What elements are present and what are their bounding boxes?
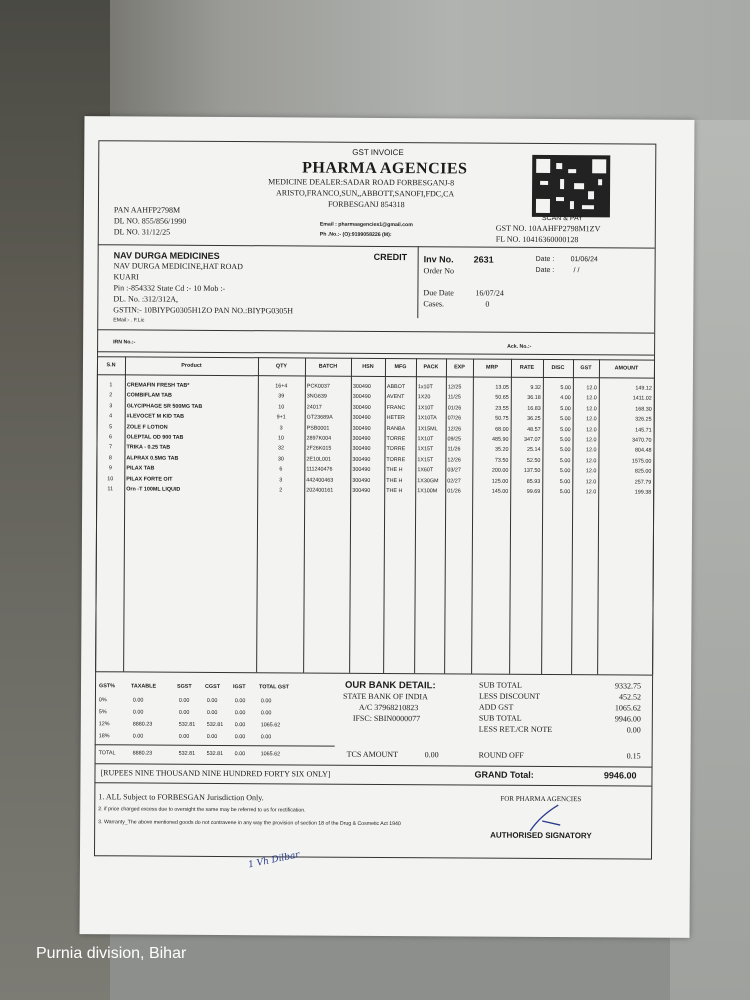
- table-cell: THE H: [386, 477, 403, 484]
- gst-no: GST NO. 10AAHFP2798M1ZV: [495, 223, 601, 234]
- add-gst-label: ADD GST: [478, 702, 514, 712]
- table-header-exp: EXP: [454, 364, 465, 371]
- irn-label: IRN No.:-: [113, 339, 136, 346]
- table-header-hsn: HSN: [362, 363, 374, 370]
- table-cell: ALPRAX 0.5MG TAB: [126, 455, 179, 462]
- table-cell: 300490: [352, 394, 371, 401]
- table-cell: 2897K004: [306, 435, 332, 442]
- gst-cell: 1065.62: [260, 722, 281, 729]
- gst-cell: 0.00: [132, 709, 144, 716]
- round-off-label: ROUND OFF: [478, 750, 524, 760]
- table-cell: 36.18: [527, 395, 541, 402]
- table-cell: 7: [108, 444, 112, 451]
- table-cell: 1X10TA: [417, 415, 437, 422]
- table-cell: 149.12: [635, 385, 652, 392]
- table-cell: 35.20: [494, 447, 509, 454]
- table-cell: 2E10L001: [306, 456, 332, 463]
- credit-label: CREDIT: [373, 251, 408, 263]
- gst-header: TOTAL GST: [259, 684, 289, 691]
- table-cell: 10: [107, 475, 114, 482]
- invoice-no: 2631: [473, 254, 494, 265]
- table-cell: 5.00: [560, 426, 571, 433]
- table-cell: 168.30: [635, 406, 652, 413]
- authorised-signatory: AUTHORISED SIGNATORY: [490, 830, 592, 841]
- table-cell: 9.32: [530, 384, 541, 391]
- table-cell: 02/27: [447, 477, 461, 485]
- less-discount-label: LESS DISCOUNT: [478, 691, 541, 701]
- table-cell: 6: [279, 466, 283, 473]
- customer-gstin: GSTIN:- 10BIYPG0305H1ZO PAN NO.:BIYPG0305H: [113, 305, 294, 316]
- location-watermark: Purnia division, Bihar: [36, 945, 187, 962]
- table-cell: 825.00: [634, 468, 652, 475]
- table-cell: 1X30GM: [417, 477, 439, 484]
- table-cell: HETER: [386, 415, 405, 422]
- for-company: FOR PHARMA AGENCIES: [500, 794, 582, 804]
- company-phone: Ph .No.:- (O):9199058226 (M):: [319, 231, 392, 239]
- gst-cell: 0.00: [178, 697, 190, 704]
- gst-cell: 0.00: [178, 733, 190, 740]
- gst-header: TAXABLE: [131, 683, 157, 690]
- table-cell: GT23689A: [306, 414, 333, 421]
- table-cell: 4.00: [560, 395, 571, 402]
- table-cell: 12.0: [585, 478, 597, 485]
- table-cell: 1X100M: [417, 488, 438, 495]
- bank-ifsc: IFSC: SBIN0000077: [352, 713, 421, 724]
- city-line: FORBESGANJ 854318: [327, 199, 405, 210]
- table-cell: 25.14: [526, 447, 541, 454]
- customer-address-1: NAV DURGA MEDICINE,HAT ROAD: [113, 261, 243, 272]
- table-cell: 50.75: [495, 415, 509, 422]
- table-cell: PSB0001: [306, 425, 330, 432]
- table-cell: 5.00: [560, 405, 571, 412]
- table-cell: 1X10T: [417, 436, 434, 443]
- table-cell: 16.83: [527, 405, 541, 412]
- due-date-label: Due Date: [423, 288, 454, 298]
- table-cell: 10: [278, 435, 285, 442]
- table-cell: 2F26K015: [306, 445, 332, 453]
- table-cell: TRIKA - 0.25 TAB: [126, 444, 171, 452]
- table-cell: 202400161: [306, 487, 334, 494]
- invoice-no-label: Inv No.: [423, 254, 454, 265]
- gst-cell: 0.00: [260, 734, 272, 741]
- table-cell: 32: [277, 445, 284, 452]
- table-cell: 12/26: [447, 425, 462, 433]
- table-cell: 5.00: [559, 489, 571, 496]
- table-cell: AVENT: [386, 394, 405, 401]
- customer-pin: Pin :-854332 State Cd :- 10 Mob :-: [113, 283, 226, 294]
- table-cell: 12.0: [586, 395, 597, 402]
- terms-line-1: 1. ALL Subject to FORBESGAN Jurisdiction Only.: [98, 792, 264, 803]
- gst-cell: 0.00: [206, 733, 218, 740]
- table-cell: 24017: [306, 404, 322, 411]
- table-cell: 3: [109, 403, 113, 410]
- table-cell: 99.69: [526, 488, 541, 495]
- table-cell: TORRE: [386, 435, 406, 443]
- table-cell: 5.00: [560, 416, 571, 423]
- dealer-line: MEDICINE DEALER:SADAR ROAD FORBESGANJ-8: [268, 177, 455, 188]
- sub-total2: 9946.00: [614, 714, 641, 724]
- table-header-sn: S.N: [106, 362, 116, 369]
- table-cell: 48.57: [527, 426, 541, 433]
- gst-cell: 0.00: [206, 709, 218, 716]
- table-cell: 442400463: [306, 477, 334, 484]
- table-cell: 300490: [352, 487, 371, 494]
- qr-code-icon: [532, 155, 610, 217]
- table-cell: TORRE: [386, 446, 406, 453]
- order-no-label: Order No: [423, 266, 455, 276]
- less-ret-label: LESS RET./CR NOTE: [478, 724, 553, 735]
- table-cell: FRANC: [386, 404, 406, 411]
- table-cell: 36.25: [527, 416, 541, 423]
- table-cell: 5.00: [560, 385, 571, 392]
- table-cell: 300490: [352, 383, 371, 390]
- table-cell: 3: [279, 424, 283, 431]
- table-cell: 85.93: [526, 478, 541, 485]
- terms-line-2: 2. if price charged excess due to oversight the same may be referred to us for rectification.: [98, 806, 306, 814]
- table-cell: 9+1: [276, 414, 286, 421]
- cases-value: 0: [485, 299, 490, 309]
- table-cell: PILAX TAB: [126, 465, 155, 472]
- table-cell: 1x10T: [417, 384, 433, 391]
- table-cell: 326.25: [635, 416, 652, 423]
- table-cell: PCK0037: [306, 383, 330, 390]
- table-header-product: Product: [181, 362, 202, 369]
- gst-cell: 532.81: [178, 721, 196, 728]
- scan-pay-label: SCAN & PAY: [541, 214, 583, 223]
- table-cell: 1X15ML: [417, 425, 438, 432]
- table-cell: CREMAFIN FRESH TAB*: [126, 382, 190, 389]
- table-cell: 6: [109, 434, 113, 441]
- company-email: Email : pharmaagencies1@gmail.com: [319, 221, 413, 229]
- table-cell: 4: [109, 413, 113, 420]
- table-cell: 11: [107, 486, 114, 493]
- table-cell: 12.0: [585, 447, 597, 454]
- gst-cell: 18%: [98, 733, 110, 740]
- date2-label: Date :: [535, 266, 555, 275]
- customer-dl: DL. No. :312/312A,: [113, 294, 179, 304]
- gst-total-cell: 532.81: [206, 750, 224, 758]
- handwritten-note: 1 Vh Dilbar: [247, 850, 301, 871]
- gst-cell: 0.00: [234, 722, 246, 729]
- sub-total-label: SUB TOTAL: [479, 680, 522, 690]
- table-cell: RANBA: [386, 425, 406, 432]
- tcs-amount: 0.00: [424, 750, 439, 760]
- less-ret: 0.00: [626, 725, 641, 735]
- table-cell: 9: [108, 465, 112, 472]
- table-cell: ZOLE F LOTION: [126, 424, 168, 431]
- grand-total-label: GRAND Total:: [474, 769, 534, 780]
- table-cell: Orn -T 100ML LIQUID: [126, 486, 181, 493]
- table-cell: 111240476: [306, 466, 333, 473]
- table-header-batch: BATCH: [318, 363, 338, 370]
- gst-cell: 5%: [98, 709, 107, 716]
- table-cell: 300490: [352, 466, 371, 474]
- table-cell: 347.07: [524, 436, 541, 443]
- table-cell: 257.79: [634, 479, 652, 486]
- terms-line-3: 3. Warranty_The above mentioned goods do not contravene in any way the provision of section 18 of the Drug & Cosmetic Act 1940: [98, 819, 401, 828]
- table-cell: THE H: [386, 467, 403, 474]
- table-cell: 1X20: [417, 394, 431, 401]
- table-cell: OLEPTAL OD 900 TAB: [126, 434, 184, 441]
- dl-no-1: DL NO. 855/856/1990: [113, 216, 187, 226]
- table-cell: 199.38: [634, 489, 652, 496]
- table-cell: 5: [109, 423, 113, 430]
- table-cell: 8: [108, 455, 112, 462]
- grand-total: 9946.00: [603, 770, 637, 781]
- gst-header: CGST: [205, 683, 221, 690]
- gst-cell: 0.00: [132, 697, 144, 704]
- invoice-date: 01/06/24: [570, 256, 598, 264]
- table-cell: 300490: [352, 404, 371, 411]
- table-header-disc: DISC: [551, 365, 565, 372]
- less-discount: 452.52: [618, 692, 641, 702]
- table-cell: 5.00: [559, 457, 571, 464]
- bank-title: OUR BANK DETAIL:: [344, 679, 436, 692]
- table-cell: COMBIFLAM TAB: [126, 392, 172, 400]
- table-cell: 1X10T: [417, 404, 434, 412]
- gst-total-cell: 532.81: [178, 750, 196, 757]
- table-cell: 12.0: [585, 458, 597, 465]
- customer-address-2: KUARI: [113, 272, 139, 282]
- due-date: 16/07/24: [475, 288, 504, 298]
- table-cell: 12/26: [447, 457, 461, 464]
- bank-ac: A/C 37968210823: [358, 702, 419, 713]
- doc-type: GST INVOICE: [352, 147, 404, 158]
- table-cell: 300490: [352, 425, 371, 432]
- table-cell: 01/26: [447, 405, 462, 412]
- table-cell: 804.48: [634, 447, 652, 455]
- table-header-mrp: MRP: [485, 364, 498, 371]
- round-off: 0.15: [626, 751, 641, 761]
- ack-label: Ack. No.:-: [507, 343, 532, 350]
- table-cell: 5.00: [559, 478, 571, 485]
- gst-cell: 0.00: [260, 698, 272, 705]
- table-cell: 12.0: [585, 468, 597, 475]
- table-cell: 300490: [352, 414, 371, 422]
- table-header-pack: PACK: [423, 364, 439, 371]
- table-cell: 30: [277, 456, 284, 463]
- table-cell: 01/26: [447, 488, 461, 495]
- table-cell: TORRE: [386, 456, 406, 463]
- table-cell: THE H: [386, 487, 403, 495]
- table-cell: 52.50: [526, 457, 541, 464]
- pan-no: PAN AAHFP2798M: [113, 205, 181, 215]
- gst-total-cell: 0.00: [234, 751, 246, 758]
- table-header-amount: AMOUNT: [614, 365, 639, 372]
- table-cell: 09/25: [447, 436, 462, 443]
- table-cell: 1X15T: [417, 446, 434, 453]
- gst-cell: 0.00: [260, 710, 272, 717]
- table-cell: 1: [109, 382, 113, 389]
- dl-no-2: DL NO. 31/12/25: [113, 227, 171, 237]
- table-cell: 1X60T: [417, 467, 434, 474]
- table-cell: 73.50: [494, 457, 509, 464]
- table-cell: ABBOT: [386, 383, 406, 391]
- table-cell: 12/25: [447, 384, 462, 391]
- sub-total2-label: SUB TOTAL: [478, 713, 522, 723]
- date2: / /: [573, 267, 580, 275]
- amount-in-words: [RUPEES NINE THOUSAND NINE HUNDRED FORTY SIX ONLY]: [100, 768, 331, 779]
- gst-cell: 8880.23: [132, 721, 153, 728]
- table-cell: 1X15T: [417, 456, 434, 464]
- table-cell: 1575.00: [631, 458, 652, 465]
- table-cell: 300490: [352, 456, 371, 463]
- table-cell: 3: [279, 476, 283, 483]
- table-cell: 200.00: [491, 467, 509, 474]
- table-cell: 300490: [352, 446, 371, 453]
- gst-total-cell: 1065.62: [260, 751, 281, 758]
- gst-header: GST%: [99, 683, 115, 690]
- gst-cell: 532.81: [206, 721, 224, 729]
- signature-mark: [520, 799, 580, 839]
- customer-name: NAV DURGA MEDICINES: [113, 250, 220, 261]
- table-cell: 145.00: [491, 488, 509, 495]
- table-header-mfg: MFG: [394, 364, 407, 371]
- gst-cell: 0.00: [234, 710, 246, 717]
- table-cell: 11/25: [447, 394, 461, 401]
- table-header-qty: QTY: [275, 363, 288, 370]
- table-cell: 12.0: [586, 437, 597, 444]
- table-cell: 3470.70: [632, 437, 652, 444]
- customer-email: EMail:- . F.Lic: [113, 317, 145, 324]
- table-cell: 39: [278, 393, 285, 400]
- table-cell: 12.0: [586, 426, 597, 433]
- table-cell: 03/27: [447, 467, 461, 474]
- fl-no: FL NO. 10416360000128: [495, 234, 579, 245]
- table-cell: 12.0: [586, 416, 597, 423]
- invoice-paper: [80, 116, 695, 938]
- table-cell: 145.71: [635, 427, 652, 434]
- sub-total: 9332.75: [615, 681, 642, 691]
- table-cell: 300490: [352, 435, 371, 442]
- table-cell: GLYCIPHAGE SR 500MG TAB: [126, 403, 203, 410]
- table-cell: 50.65: [495, 395, 509, 402]
- gst-cell: 0.00: [178, 709, 190, 716]
- table-cell: 16+4: [275, 383, 288, 390]
- add-gst: 1065.62: [614, 703, 641, 713]
- cases-label: Cases.: [423, 299, 445, 309]
- table-cell: 12.0: [586, 385, 597, 392]
- company-name: PHARMA AGENCIES: [302, 159, 468, 178]
- gst-cell: 0.00: [234, 734, 246, 741]
- table-cell: 68.00: [495, 426, 509, 433]
- gst-header: SGST: [177, 683, 192, 690]
- table-cell: 485.90: [492, 436, 509, 443]
- table-cell: 125.00: [491, 478, 509, 485]
- table-cell: 137.50: [523, 468, 541, 475]
- table-header-gst: GST: [580, 365, 592, 372]
- table-cell: 5.00: [560, 437, 571, 444]
- gst-cell: 0.00: [234, 698, 246, 705]
- bank-name: STATE BANK OF INDIA: [342, 691, 428, 702]
- gst-total-cell: 8880.23: [132, 750, 153, 757]
- table-cell: 300490: [352, 477, 371, 484]
- tcs-label: TCS AMOUNT: [346, 749, 398, 760]
- table-cell: 07/26: [447, 415, 462, 422]
- gst-total-cell: TOTAL: [98, 750, 116, 757]
- gst-cell: 0%: [98, 697, 107, 704]
- table-cell: 11/26: [447, 446, 461, 453]
- background-top: [0, 0, 750, 130]
- gst-cell: 12%: [98, 721, 110, 728]
- table-cell: 23.55: [495, 405, 509, 412]
- table-cell: 10: [278, 404, 285, 411]
- gst-cell: 0.00: [132, 733, 144, 740]
- table-cell: 2: [279, 487, 283, 494]
- table-cell: 12.0: [585, 489, 597, 496]
- table-cell: 1411.02: [632, 395, 652, 403]
- table-cell: 13.05: [495, 384, 509, 391]
- date-label: Date :: [535, 255, 555, 264]
- table-cell: PILAX FORTE OIT: [126, 476, 173, 483]
- table-cell: 5.00: [559, 447, 571, 454]
- table-cell: 5.00: [559, 468, 571, 475]
- gst-cell: 0.00: [206, 697, 218, 704]
- gst-header: IGST: [233, 684, 246, 691]
- brands-line: ARISTO,FRANCO,SUN,,ABBOTT,SANOFI,FDC,CA: [276, 188, 455, 199]
- table-cell: 12.0: [586, 406, 597, 413]
- table-cell: #LEVOCET M KID TAB: [126, 413, 185, 420]
- table-cell: 3NG639: [306, 393, 327, 401]
- table-header-rate: RATE: [519, 364, 535, 371]
- table-cell: 2: [109, 392, 113, 399]
